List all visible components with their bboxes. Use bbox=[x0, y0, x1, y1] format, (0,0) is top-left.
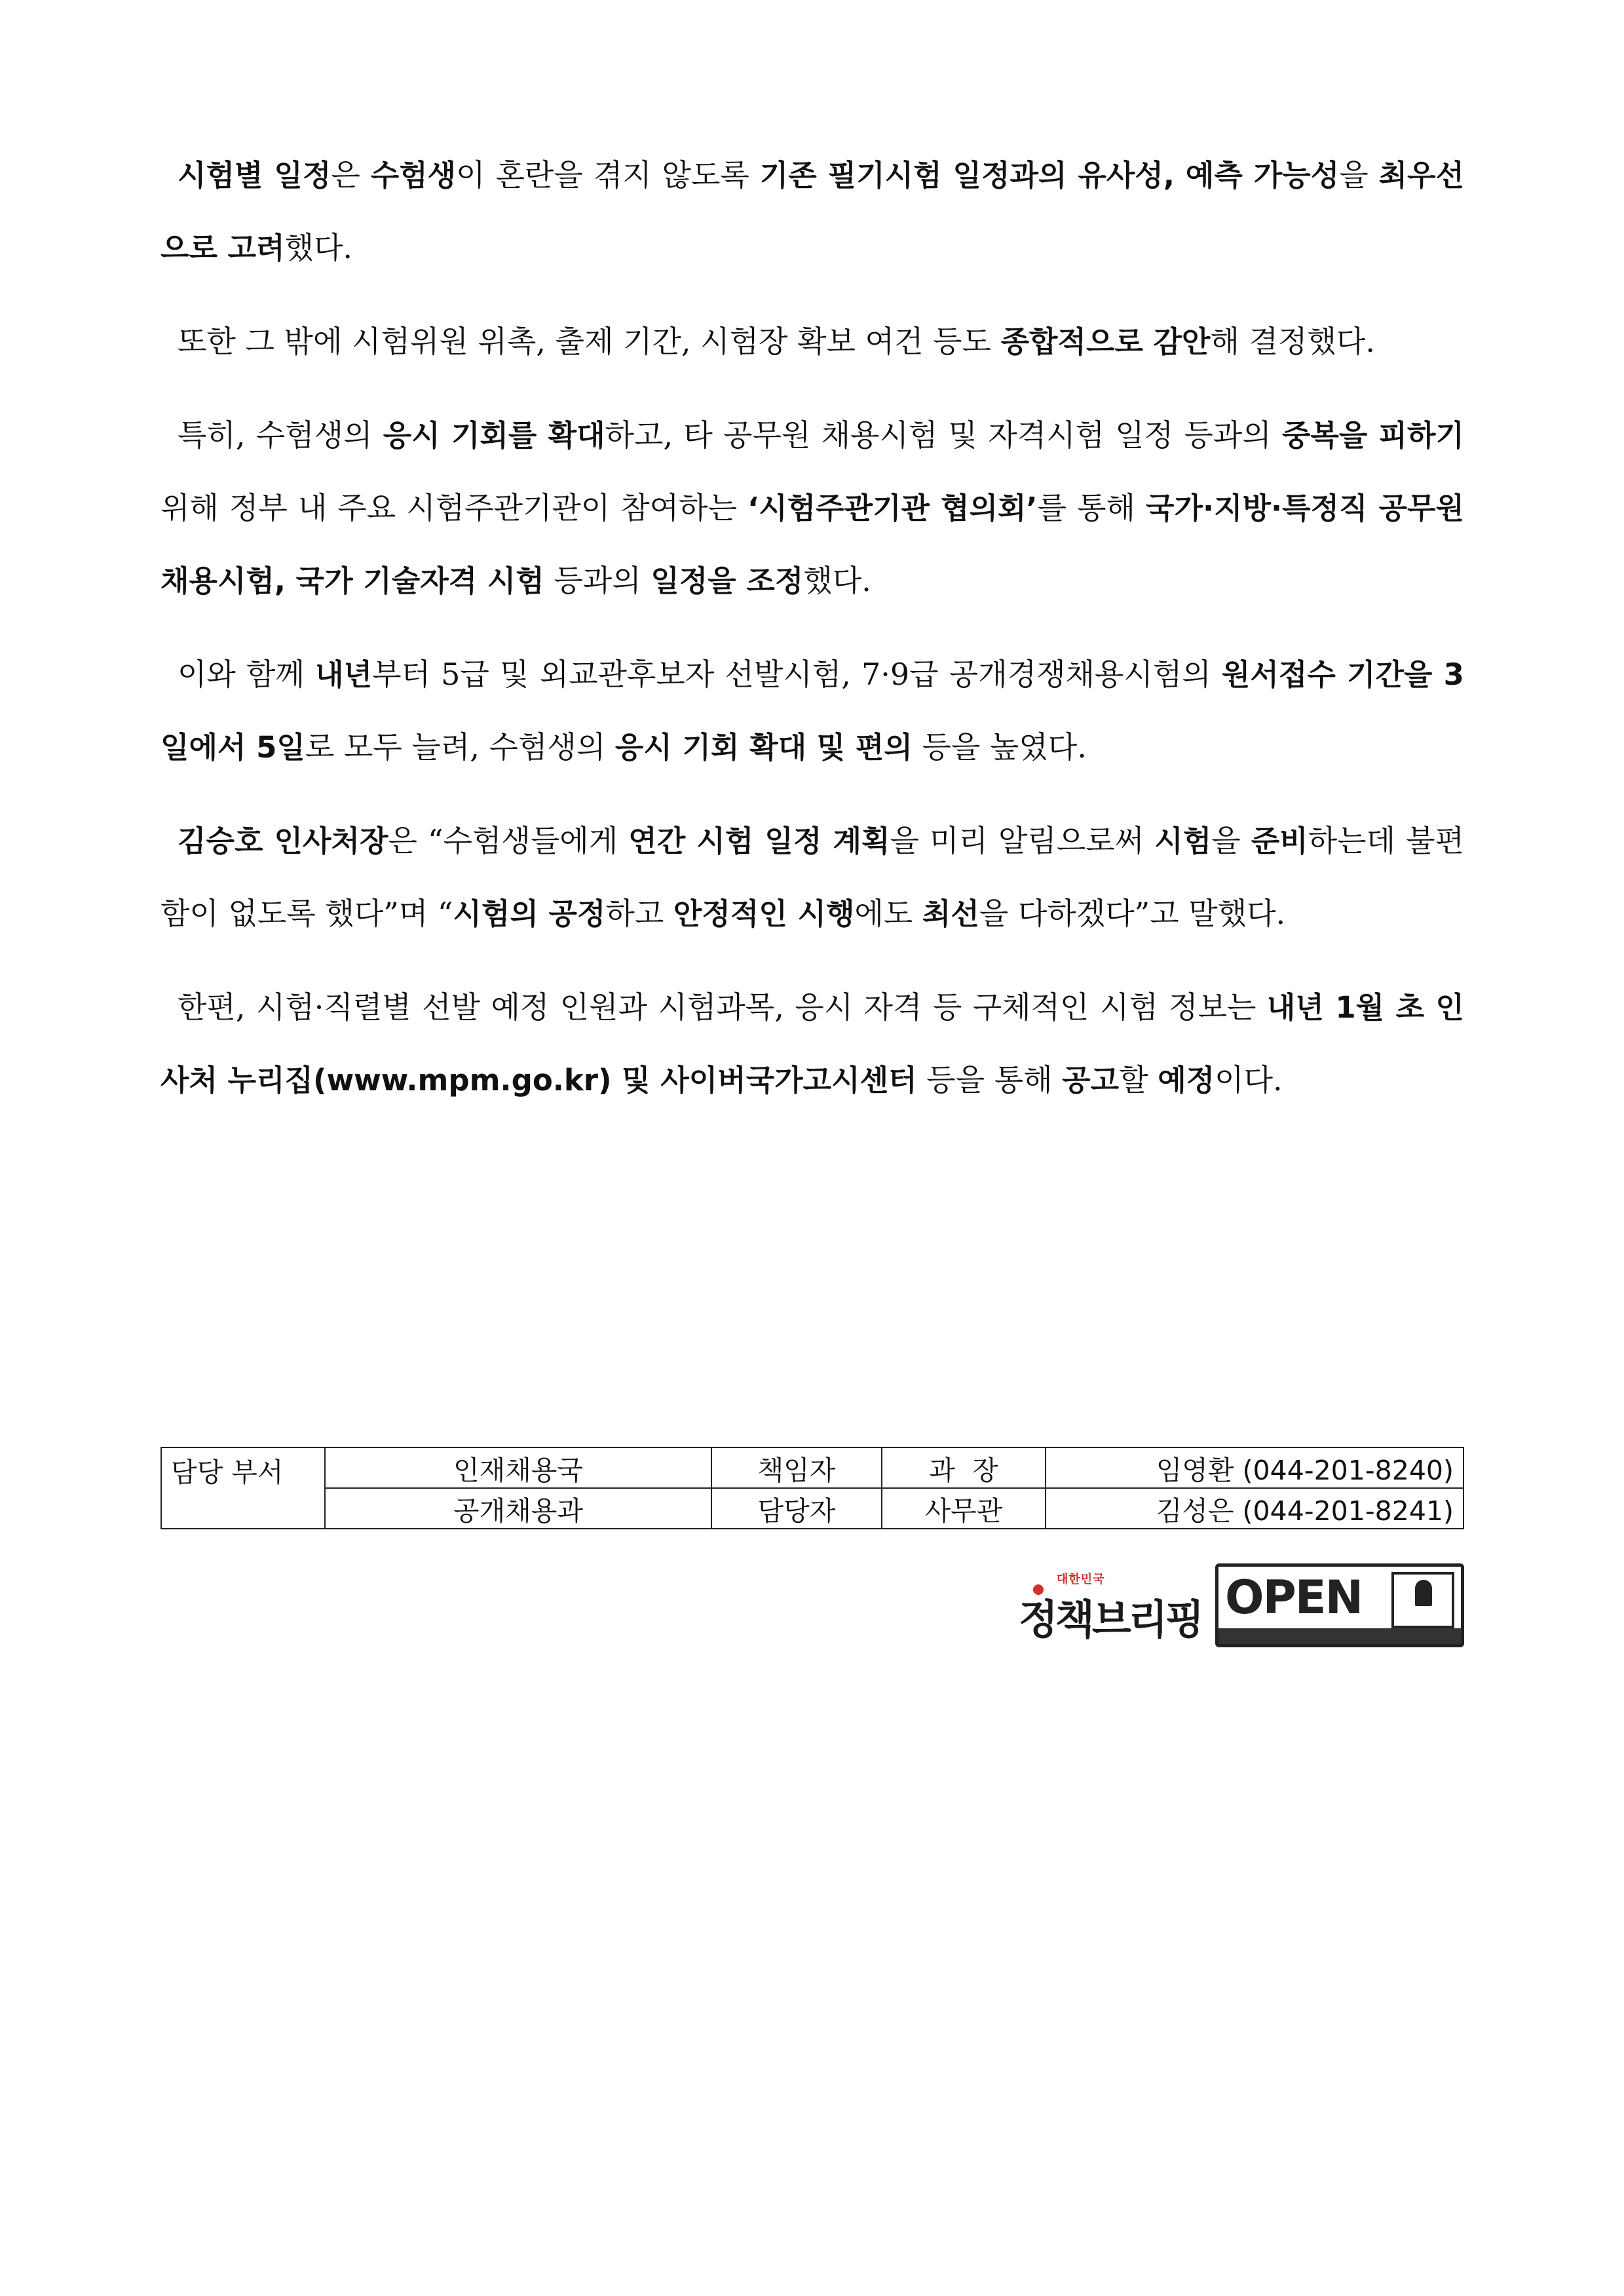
bold-text-run: 응시 기회 확대 및 편의 bbox=[614, 730, 913, 765]
logo-area bbox=[1019, 1559, 1464, 1651]
text-run: 은 “수험생들에게 bbox=[388, 823, 629, 858]
text-run: 이 혼란을 겪지 않도록 bbox=[456, 157, 760, 193]
title-cell: 과 장 bbox=[882, 1447, 1046, 1488]
person-cell: 임영환 (044-201-8240) bbox=[1046, 1447, 1463, 1488]
press-release-body bbox=[161, 139, 1464, 1138]
text-run: 해 결정했다. bbox=[1210, 324, 1375, 359]
bold-text-run: 김승호 인사처장 bbox=[178, 824, 388, 858]
contact-table bbox=[161, 1447, 1464, 1529]
paragraph bbox=[161, 638, 1464, 784]
text-run: 한편, 시험·직렬별 선발 예정 인원과 시험과목, 응시 자격 등 구체적인 시험 정보는 bbox=[178, 989, 1267, 1025]
paragraph bbox=[161, 399, 1464, 617]
text-run: 에도 bbox=[854, 896, 922, 931]
text-run: 하고 bbox=[605, 896, 673, 931]
bold-text-run: 일정을 조정 bbox=[651, 564, 804, 598]
role-cell: 담당자 bbox=[711, 1488, 882, 1529]
paragraph bbox=[161, 139, 1464, 284]
briefing-logo-small-text: 대한민국 bbox=[1057, 1573, 1105, 1586]
license-strip bbox=[1218, 1628, 1461, 1644]
bold-text-run: 연간 시험 일정 계획 bbox=[628, 824, 890, 858]
briefing-logo-main-text: 정책브리핑 bbox=[1019, 1596, 1202, 1643]
bold-text-run: 기존 필기시험 일정과의 유사성, 예측 가능성 bbox=[759, 158, 1340, 193]
paragraph bbox=[161, 805, 1464, 950]
bold-text-run: 최우선으로 고려 bbox=[161, 158, 1465, 265]
bold-text-run: 내년 1월 초 인사처 누리집(www.mpm.go.kr) 및 사이버국가고시센터 bbox=[161, 990, 1464, 1098]
bold-text-run: 시험별 일정 bbox=[178, 158, 331, 193]
text-run: 을 bbox=[1211, 823, 1251, 858]
bold-text-run: 수험생 bbox=[370, 158, 457, 193]
text-run: 하고, 타 공무원 채용시험 및 자격시험 일정 등과의 bbox=[605, 417, 1282, 453]
text-run: 또한 그 밖에 시험위원 위촉, 출제 기간, 시험장 확보 여건 등도 bbox=[178, 324, 1001, 359]
role-cell: 책임자 bbox=[711, 1447, 882, 1488]
text-run: 로 모두 늘려, 수험생의 bbox=[305, 729, 615, 765]
bold-text-run: 원서접수 기간을 3일에서 5일 bbox=[161, 657, 1464, 765]
paragraph bbox=[161, 305, 1464, 378]
contact-row-responsible bbox=[161, 1447, 1463, 1488]
bold-text-run: 국가·지방·특정직 공무원 채용시험, 국가 기술자격 시험 bbox=[161, 491, 1464, 598]
bold-text-run: 준비 bbox=[1251, 824, 1308, 858]
division-cell: 공개채용과 bbox=[325, 1488, 711, 1529]
text-run: 특히, 수험생의 bbox=[178, 417, 383, 453]
text-run: 할 bbox=[1119, 1062, 1158, 1098]
bold-text-run: 공고 bbox=[1062, 1063, 1120, 1098]
bold-text-run: 종합적으로 감안 bbox=[1000, 324, 1211, 359]
bold-text-run: 응시 기회를 확대 bbox=[383, 418, 605, 453]
bold-text-run: 시험의 공정 bbox=[453, 896, 606, 931]
bold-text-run: 내년 bbox=[315, 657, 373, 692]
bold-text-run: 시험 bbox=[1154, 824, 1212, 858]
text-run: 을 다하겠다”고 말했다. bbox=[979, 896, 1286, 931]
bold-text-run: 안정적인 시행 bbox=[673, 896, 855, 931]
text-run: 부터 5급 및 외교관후보자 선발시험, 7·9급 공개경쟁채용시험의 bbox=[372, 657, 1222, 692]
bold-text-run: 중복을 피하기 bbox=[1281, 418, 1464, 453]
text-run: 을 bbox=[1339, 157, 1379, 193]
text-run: 를 통해 bbox=[1037, 490, 1146, 526]
text-run: 했다. bbox=[284, 230, 353, 265]
text-run: 등과의 bbox=[544, 563, 651, 598]
dept-label-cell: 담당 부서 bbox=[161, 1447, 325, 1529]
title-cell: 사무관 bbox=[882, 1488, 1046, 1529]
open-license-logo bbox=[1215, 1563, 1464, 1647]
text-run: 은 bbox=[331, 157, 371, 193]
text-run: 등을 높였다. bbox=[912, 729, 1087, 765]
text-run: 하는데 불편함이 없도록 했다”며 “ bbox=[161, 823, 1465, 931]
contact-row-staff bbox=[161, 1488, 1463, 1529]
paragraph bbox=[161, 971, 1464, 1117]
text-run: 을 미리 알림으로써 bbox=[890, 823, 1155, 858]
text-run: 등을 통해 bbox=[916, 1062, 1063, 1098]
bold-text-run: ‘시험주관기관 협의회’ bbox=[747, 491, 1038, 526]
bold-text-run: 최선 bbox=[922, 896, 979, 931]
open-logo-text: OPEN bbox=[1225, 1571, 1363, 1624]
text-run: 위해 정부 내 주요 시험주관기관이 참여하는 bbox=[161, 490, 748, 526]
text-run: 이다. bbox=[1215, 1062, 1283, 1098]
bureau-cell: 인재채용국 bbox=[325, 1447, 711, 1488]
policy-briefing-logo bbox=[1019, 1565, 1209, 1650]
text-run: 이와 함께 bbox=[178, 657, 316, 692]
person-cell: 김성은 (044-201-8241) bbox=[1046, 1488, 1463, 1529]
bold-text-run: 예정 bbox=[1158, 1063, 1215, 1098]
text-run: 했다. bbox=[803, 563, 871, 598]
attribution-person-icon bbox=[1391, 1572, 1454, 1628]
